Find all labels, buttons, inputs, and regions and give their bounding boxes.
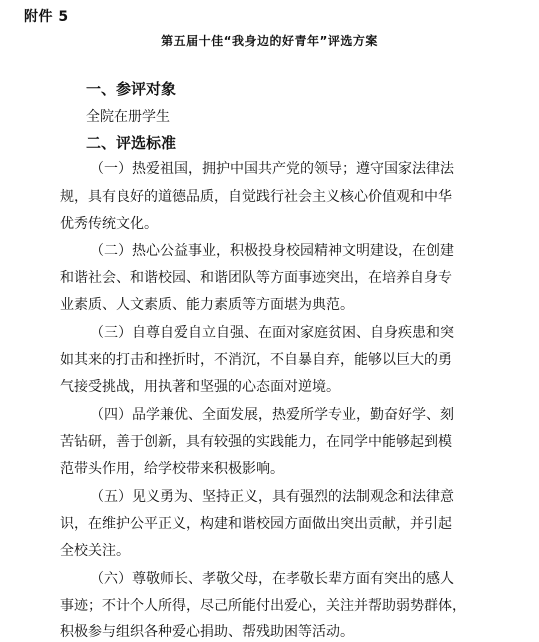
body-line: 全校关注。: [60, 543, 130, 559]
body-line: （六）尊敬师长、孝敬父母，在孝敬长辈方面有突出的感人: [90, 571, 454, 587]
body-line: 如其来的打击和挫折时，不消沉，不自暴自弃，能够以巨大的勇: [60, 352, 452, 368]
body-line: 规，具有良好的道德品质，自觉践行社会主义核心价值观和中华: [60, 189, 452, 205]
body-line: 事迹；不计个人所得，尽己所能付出爱心，关注并帮助弱势群体，: [60, 598, 466, 614]
body-line: 范带头作用，给学校带来积极影响。: [60, 461, 284, 477]
eligibility-text: 全院在册学生: [86, 109, 170, 125]
body-line: 业素质、人文素质、能力素质等方面堪为典范。: [60, 297, 354, 313]
body-line: （一）热爱祖国，拥护中国共产党的领导；遵守国家法律法: [90, 161, 454, 177]
attachment-label: 附件 5: [24, 9, 69, 25]
body-line: 气接受挑战，用执著和坚强的心态面对逆境。: [60, 379, 340, 395]
body-line: 识，在维护公平正义，构建和谐校园方面做出突出贡献，并引起: [60, 516, 452, 532]
section-heading-criteria: 二、评选标准: [86, 134, 177, 152]
document-title: 第五届十佳“我身边的好青年”评选方案: [161, 34, 378, 48]
body-line: （二）热心公益事业，积极投身校园精神文明建设，在创建: [90, 243, 454, 259]
body-line: 和谐社会、和谐校园、和谐团队等方面事迹突出，在培养自身专: [60, 270, 452, 286]
body-line: （四）品学兼优、全面发展，热爱所学专业，勤奋好学、刻: [90, 407, 454, 423]
body-line: 优秀传统文化。: [60, 216, 158, 232]
body-line: （五）见义勇为、坚持正义，具有强烈的法制观念和法律意: [90, 489, 454, 505]
body-line: 积极参与组织各种爱心捐助、帮残助困等活动。: [60, 624, 354, 640]
section-heading-eligibility: 一、参评对象: [86, 80, 177, 98]
body-line: （三）自尊自爱自立自强、在面对家庭贫困、自身疾患和突: [90, 325, 454, 341]
body-line: 苦钻研，善于创新，具有较强的实践能力，在同学中能够起到模: [60, 434, 452, 450]
